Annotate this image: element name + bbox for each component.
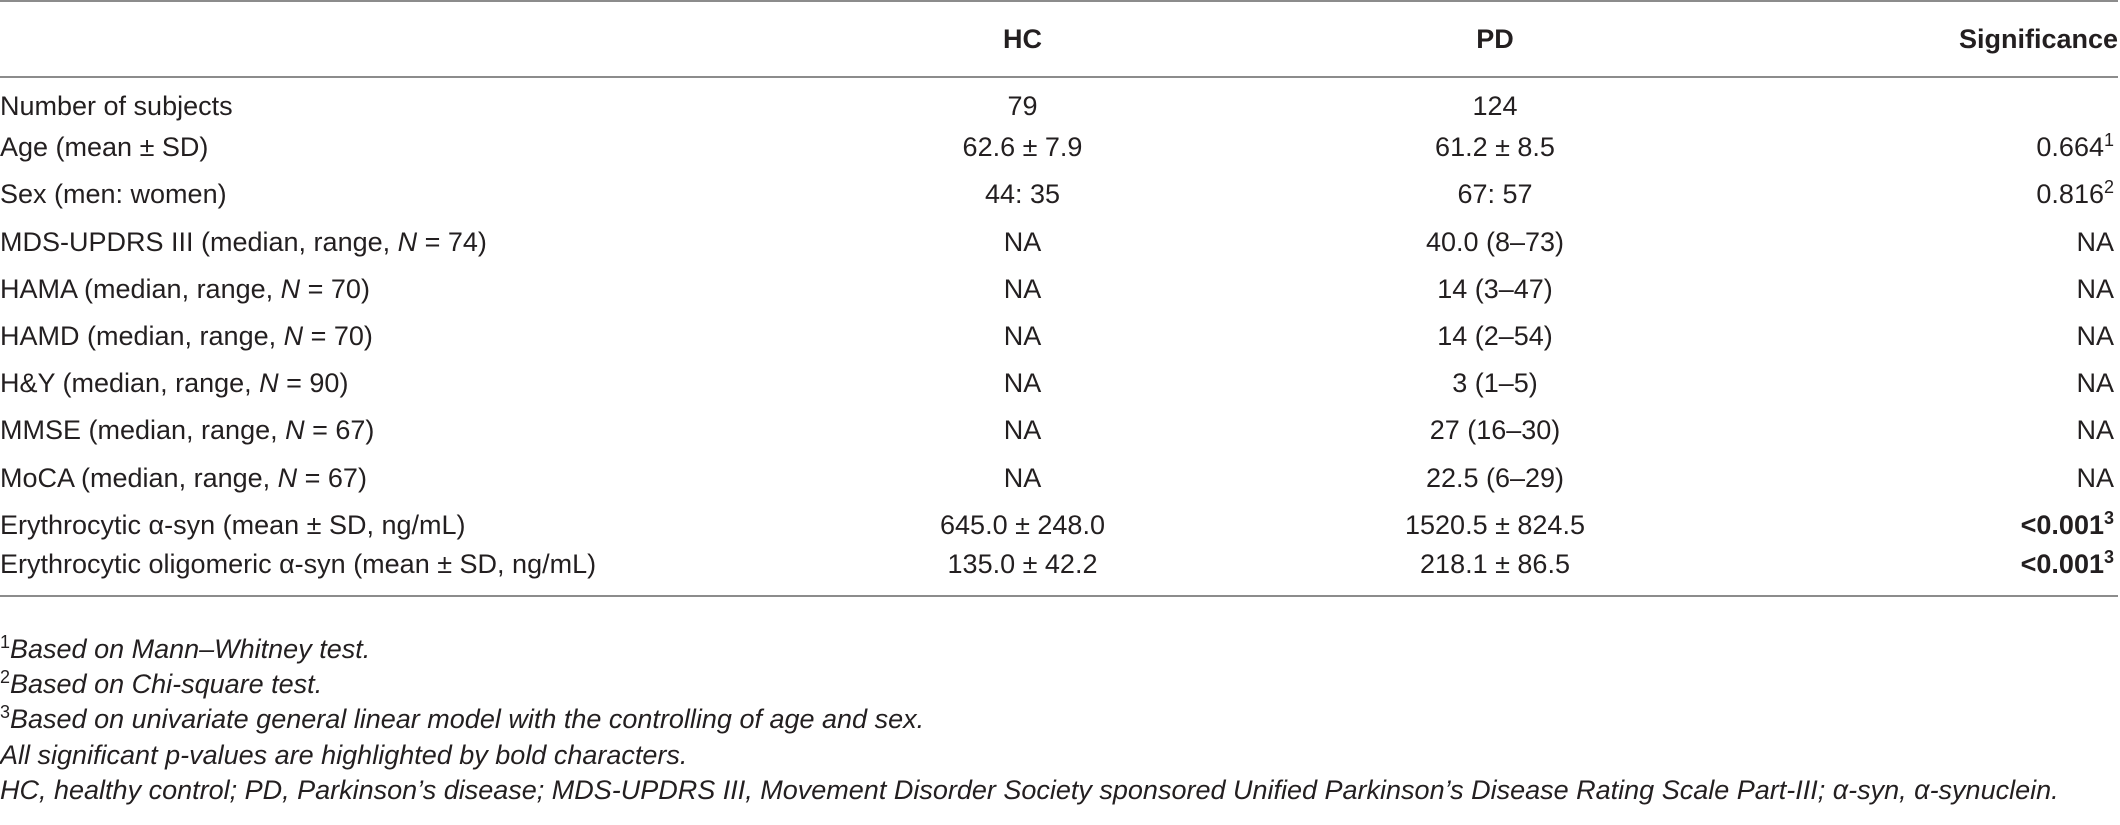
table-row — [0, 455, 2118, 502]
row-label — [0, 407, 870, 454]
table-row — [0, 124, 2118, 171]
row-label-text: Erythrocytic α-syn (mean ± SD, ng/mL) — [0, 509, 466, 540]
significance-text: NA — [2076, 226, 2114, 257]
hc-value: 79 — [1007, 90, 1038, 121]
significance-value — [1815, 124, 2118, 171]
row-label-text: Number of subjects — [0, 90, 233, 121]
footnote-text: HC, healthy control; PD, Parkinson’s disease; MDS-UPDRS III, Movement Disorder Society sponsored Unified Parkinson’s Disease Rating Scale Part-III; α-syn, α-synuclein. — [0, 774, 2059, 805]
row-label-n-value: = 90) — [278, 368, 349, 399]
header-label — [0, 1, 870, 77]
row-label-n: N — [277, 462, 298, 493]
footnote-marker: 2 — [0, 667, 11, 688]
significance-value — [1815, 549, 2118, 596]
table-row — [0, 313, 2118, 360]
table-body — [0, 77, 2118, 596]
significance-value — [1815, 360, 2118, 407]
table-row — [0, 502, 2118, 549]
significance-text: NA — [2076, 321, 2114, 352]
table-row — [0, 360, 2118, 407]
hc-value: 135.0 ± 42.2 — [947, 549, 1098, 580]
significance-value — [1815, 407, 2118, 454]
footnote-line — [0, 632, 2118, 667]
hc-value: NA — [1003, 226, 1042, 257]
row-label-n: N — [280, 273, 301, 304]
significance-footnote-marker: 3 — [2103, 507, 2114, 528]
table-row — [0, 171, 2118, 218]
significance-text: 0.816 — [2036, 179, 2104, 210]
row-label-text: Erythrocytic oligomeric α-syn (mean ± SD, ng/mL) — [0, 549, 597, 580]
table-row — [0, 266, 2118, 313]
footnote-text: Based on univariate general linear model with the controlling of age and sex. — [10, 704, 925, 735]
significance-value — [1815, 219, 2118, 266]
row-label-n: N — [397, 226, 418, 257]
hc-value: NA — [1003, 368, 1042, 399]
row-label — [0, 77, 870, 124]
footnote-marker: 3 — [0, 702, 11, 723]
pd-value: 14 (2–54) — [1437, 321, 1553, 352]
row-label — [0, 502, 870, 549]
row-label — [0, 124, 870, 171]
footnote-text: Based on Chi-square test. — [10, 669, 323, 700]
significance-text: NA — [2076, 462, 2114, 493]
row-label — [0, 455, 870, 502]
row-label-text: MDS-UPDRS III (median, range, — [0, 226, 398, 257]
row-label-text: Age (mean ± SD) — [0, 132, 209, 163]
table-row — [0, 549, 2118, 596]
footnote-line — [0, 702, 2118, 737]
pd-value: 124 — [1472, 90, 1518, 121]
row-label-n-value: = 67) — [297, 462, 367, 493]
footnote-text: Based on Mann–Whitney test. — [10, 634, 371, 664]
pd-value: 3 (1–5) — [1452, 368, 1538, 399]
significance-value — [1815, 266, 2118, 313]
significance-text: <0.001 — [2020, 509, 2104, 540]
row-label — [0, 219, 870, 266]
row-label-text: HAMD (median, range, — [0, 321, 284, 352]
row-label — [0, 171, 870, 218]
pd-value: 14 (3–47) — [1437, 273, 1553, 304]
header-hc: HC — [1003, 23, 1042, 54]
row-label-n: N — [259, 368, 279, 399]
row-label-text: Sex (men: women) — [0, 179, 227, 210]
significance-text: 0.664 — [2036, 132, 2104, 163]
hc-value: NA — [1003, 415, 1042, 446]
table-header — [0, 1, 2118, 77]
significance-footnote-marker: 3 — [2103, 547, 2114, 568]
table-row — [0, 77, 2118, 124]
row-label-n-value: = 74) — [417, 226, 487, 257]
pd-value: 1520.5 ± 824.5 — [1405, 509, 1585, 540]
header-significance: Significance — [1958, 23, 2118, 54]
significance-footnote-marker: 1 — [2103, 130, 2114, 151]
significance-value — [1815, 77, 2118, 124]
row-label-n-value: = 70) — [303, 321, 373, 352]
row-label-text: HAMA (median, range, — [0, 273, 281, 304]
pd-value: 40.0 (8–73) — [1425, 226, 1565, 257]
table-row — [0, 219, 2118, 266]
significance-text: NA — [2076, 415, 2114, 446]
hc-value: NA — [1003, 321, 1042, 352]
significance-value — [1815, 502, 2118, 549]
pd-value: 61.2 ± 8.5 — [1435, 132, 1555, 163]
row-label — [0, 360, 870, 407]
row-label-n: N — [285, 415, 305, 446]
pd-value: 27 (16–30) — [1429, 415, 1561, 446]
row-label-n-value: = 67) — [304, 415, 375, 446]
table-row — [0, 407, 2118, 454]
hc-value: 62.6 ± 7.9 — [962, 132, 1083, 163]
row-label-text: MMSE (median, range, — [0, 415, 286, 446]
pd-value: 67: 57 — [1457, 179, 1533, 210]
header-row — [0, 1, 2118, 77]
row-label-text: MoCA (median, range, — [0, 462, 278, 493]
hc-value: 645.0 ± 248.0 — [940, 509, 1105, 540]
footnote-line — [0, 667, 2118, 702]
significance-text: NA — [2076, 368, 2114, 399]
footnote-line — [0, 738, 2118, 773]
pd-value: 218.1 ± 86.5 — [1420, 549, 1570, 580]
row-label-n: N — [283, 321, 304, 352]
significance-text: <0.001 — [2020, 549, 2104, 580]
row-label-n-value: = 70) — [300, 273, 370, 304]
header-pd: PD — [1476, 23, 1514, 54]
row-label-text: H&Y (median, range, — [0, 368, 260, 399]
significance-value — [1815, 313, 2118, 360]
significance-text: NA — [2076, 273, 2114, 304]
row-label — [0, 313, 870, 360]
pd-value: 22.5 (6–29) — [1425, 462, 1565, 493]
row-label — [0, 549, 870, 596]
hc-value: NA — [1003, 273, 1042, 304]
significance-footnote-marker: 2 — [2103, 177, 2114, 198]
significance-value — [1815, 171, 2118, 218]
row-label — [0, 266, 870, 313]
footnote-text: All significant p-values are highlighted by bold characters. — [0, 739, 688, 770]
significance-value — [1815, 455, 2118, 502]
table-footnotes — [0, 632, 2118, 808]
footnote-line — [0, 773, 2118, 808]
hc-value: NA — [1003, 462, 1042, 493]
hc-value: 44: 35 — [984, 179, 1061, 210]
footnote-marker: 1 — [0, 632, 11, 652]
